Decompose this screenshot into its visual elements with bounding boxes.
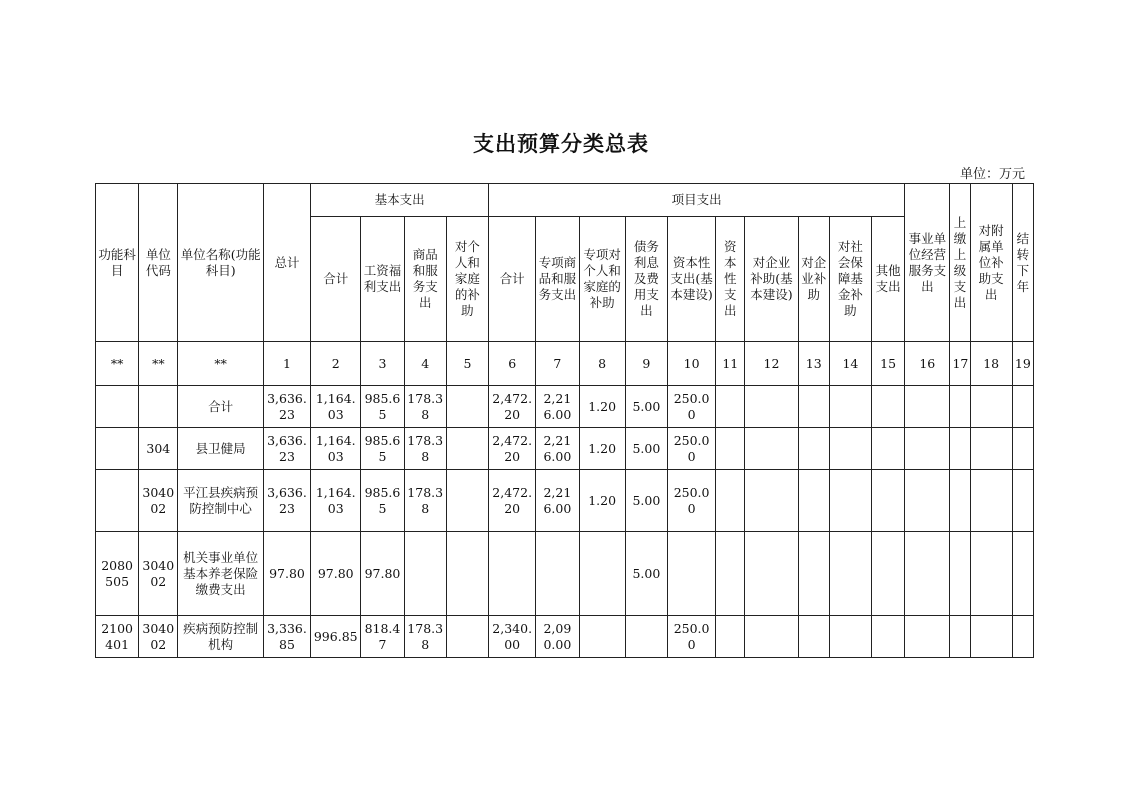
table-row xyxy=(96,428,1034,470)
cell-other xyxy=(872,386,905,428)
cell-indiv xyxy=(446,616,488,658)
header-subordinate-subsidy: 对附属单位补助支出 xyxy=(970,184,1012,342)
cell-func xyxy=(96,428,139,470)
cell-func: 2080505 xyxy=(96,532,139,616)
cell-total: 3,636.23 xyxy=(263,428,310,470)
cell-total: 97.80 xyxy=(263,532,310,616)
cell-business xyxy=(905,470,950,532)
cell-proj-indiv xyxy=(579,616,625,658)
header-salary: 工资福利支出 xyxy=(361,217,404,342)
cell-carry xyxy=(1012,428,1033,470)
cell-business xyxy=(905,386,950,428)
cell-cap xyxy=(716,532,745,616)
cell-salary: 985.65 xyxy=(361,386,404,428)
cell-business xyxy=(905,532,950,616)
index-cell: 19 xyxy=(1012,342,1033,386)
cell-ent-basic xyxy=(745,386,798,428)
index-cell: ** xyxy=(96,342,139,386)
cell-ent-basic xyxy=(745,470,798,532)
cell-cap-basic xyxy=(667,532,715,616)
cell-social xyxy=(829,428,871,470)
header-project-individual: 专项对个人和家庭的补助 xyxy=(579,217,625,342)
cell-proj-indiv: 1.20 xyxy=(579,470,625,532)
cell-cap-basic: 250.00 xyxy=(667,386,715,428)
cell-proj-total xyxy=(489,532,536,616)
cell-proj-goods: 2,216.00 xyxy=(536,386,579,428)
table-row xyxy=(96,616,1034,658)
header-project-group: 项目支出 xyxy=(489,184,905,217)
header-enterprise: 对企业补助 xyxy=(798,217,829,342)
cell-cap xyxy=(716,428,745,470)
cell-proj-goods: 2,090.00 xyxy=(536,616,579,658)
cell-debt: 5.00 xyxy=(625,428,667,470)
cell-salary: 97.80 xyxy=(361,532,404,616)
cell-ent xyxy=(798,616,829,658)
header-basic-total: 合计 xyxy=(311,217,361,342)
cell-sub xyxy=(970,470,1012,532)
cell-basic-total: 1,164.03 xyxy=(311,428,361,470)
cell-carry xyxy=(1012,386,1033,428)
cell-basic-total: 97.80 xyxy=(311,532,361,616)
cell-salary: 985.65 xyxy=(361,428,404,470)
cell-goods: 178.38 xyxy=(404,428,446,470)
index-cell: 4 xyxy=(404,342,446,386)
cell-goods: 178.38 xyxy=(404,386,446,428)
table-row xyxy=(96,470,1034,532)
cell-social xyxy=(829,470,871,532)
header-basic-group: 基本支出 xyxy=(311,184,489,217)
index-cell: 11 xyxy=(716,342,745,386)
index-cell: 18 xyxy=(970,342,1012,386)
cell-code: 304 xyxy=(139,428,178,470)
cell-carry xyxy=(1012,470,1033,532)
cell-total: 3,636.23 xyxy=(263,386,310,428)
index-cell: 6 xyxy=(489,342,536,386)
index-cell: 15 xyxy=(872,342,905,386)
header-subsidy-individual: 对个人和家庭的补助 xyxy=(446,217,488,342)
index-cell: 16 xyxy=(905,342,950,386)
cell-carry xyxy=(1012,616,1033,658)
cell-goods xyxy=(404,532,446,616)
cell-debt: 5.00 xyxy=(625,532,667,616)
cell-proj-goods: 2,216.00 xyxy=(536,470,579,532)
cell-basic-total: 1,164.03 xyxy=(311,386,361,428)
header-debt-interest: 债务利息及费用支出 xyxy=(625,217,667,342)
cell-func xyxy=(96,470,139,532)
header-business-service: 事业单位经营服务支出 xyxy=(905,184,950,342)
cell-upper xyxy=(950,470,970,532)
cell-cap xyxy=(716,386,745,428)
cell-upper xyxy=(950,532,970,616)
index-cell: 14 xyxy=(829,342,871,386)
cell-name: 疾病预防控制机构 xyxy=(178,616,263,658)
cell-proj-total: 2,340.00 xyxy=(489,616,536,658)
index-cell: 2 xyxy=(311,342,361,386)
header-social-security: 对社会保障基金补助 xyxy=(829,217,871,342)
index-cell: 1 xyxy=(263,342,310,386)
cell-ent xyxy=(798,386,829,428)
cell-cap-basic: 250.00 xyxy=(667,616,715,658)
index-cell: 13 xyxy=(798,342,829,386)
cell-ent-basic xyxy=(745,532,798,616)
cell-cap xyxy=(716,616,745,658)
header-total: 总计 xyxy=(263,184,310,342)
cell-other xyxy=(872,428,905,470)
cell-debt: 5.00 xyxy=(625,470,667,532)
cell-code: 304002 xyxy=(139,616,178,658)
cell-upper xyxy=(950,386,970,428)
cell-func xyxy=(96,386,139,428)
index-cell: ** xyxy=(178,342,263,386)
header-func-subject: 功能科目 xyxy=(96,184,139,342)
header-project-total: 合计 xyxy=(489,217,536,342)
header-unit-code: 单位代码 xyxy=(139,184,178,342)
cell-ent-basic xyxy=(745,428,798,470)
index-cell: ** xyxy=(139,342,178,386)
cell-sub xyxy=(970,386,1012,428)
cell-cap-basic: 250.00 xyxy=(667,470,715,532)
cell-name: 机关事业单位基本养老保险缴费支出 xyxy=(178,532,263,616)
cell-sub xyxy=(970,428,1012,470)
cell-proj-goods: 2,216.00 xyxy=(536,428,579,470)
cell-upper xyxy=(950,428,970,470)
index-cell: 3 xyxy=(361,342,404,386)
cell-sub xyxy=(970,532,1012,616)
cell-func: 2100401 xyxy=(96,616,139,658)
cell-social xyxy=(829,386,871,428)
cell-name: 平江县疾病预防控制中心 xyxy=(178,470,263,532)
index-cell: 17 xyxy=(950,342,970,386)
cell-code xyxy=(139,386,178,428)
header-carryover: 结转下年 xyxy=(1012,184,1033,342)
index-cell: 10 xyxy=(667,342,715,386)
cell-goods: 178.38 xyxy=(404,470,446,532)
cell-other xyxy=(872,532,905,616)
cell-salary: 818.47 xyxy=(361,616,404,658)
cell-indiv xyxy=(446,386,488,428)
cell-goods: 178.38 xyxy=(404,616,446,658)
cell-social xyxy=(829,532,871,616)
header-goods-services: 商品和服务支出 xyxy=(404,217,446,342)
table-body xyxy=(96,342,1034,658)
cell-total: 3,636.23 xyxy=(263,470,310,532)
cell-other xyxy=(872,470,905,532)
cell-proj-total: 2,472.20 xyxy=(489,470,536,532)
header-capital: 资本性支出 xyxy=(716,217,745,342)
cell-carry xyxy=(1012,532,1033,616)
header-upper-payment: 上缴上级支出 xyxy=(950,184,970,342)
cell-code: 304002 xyxy=(139,470,178,532)
cell-proj-total: 2,472.20 xyxy=(489,386,536,428)
index-cell: 5 xyxy=(446,342,488,386)
cell-debt xyxy=(625,616,667,658)
cell-name: 合计 xyxy=(178,386,263,428)
cell-indiv xyxy=(446,532,488,616)
cell-indiv xyxy=(446,428,488,470)
header-other: 其他支出 xyxy=(872,217,905,342)
cell-ent xyxy=(798,532,829,616)
index-cell: 9 xyxy=(625,342,667,386)
cell-code: 304002 xyxy=(139,532,178,616)
cell-ent xyxy=(798,428,829,470)
header-project-goods: 专项商品和服务支出 xyxy=(536,217,579,342)
cell-indiv xyxy=(446,470,488,532)
cell-proj-indiv: 1.20 xyxy=(579,428,625,470)
cell-social xyxy=(829,616,871,658)
cell-cap-basic: 250.00 xyxy=(667,428,715,470)
cell-basic-total: 1,164.03 xyxy=(311,470,361,532)
index-cell: 7 xyxy=(536,342,579,386)
cell-ent-basic xyxy=(745,616,798,658)
header-capital-basic: 资本性支出(基本建设) xyxy=(667,217,715,342)
page-title: 支出预算分类总表 xyxy=(473,131,649,156)
table-row xyxy=(96,532,1034,616)
unit-label: 单位：万元 xyxy=(959,167,1025,182)
cell-proj-goods xyxy=(536,532,579,616)
cell-business xyxy=(905,428,950,470)
table-row xyxy=(96,386,1034,428)
cell-ent xyxy=(798,470,829,532)
cell-other xyxy=(872,616,905,658)
index-cell: 12 xyxy=(745,342,798,386)
cell-total: 3,336.85 xyxy=(263,616,310,658)
index-cell: 8 xyxy=(579,342,625,386)
cell-debt: 5.00 xyxy=(625,386,667,428)
cell-name: 县卫健局 xyxy=(178,428,263,470)
cell-proj-total: 2,472.20 xyxy=(489,428,536,470)
index-row xyxy=(96,342,1034,386)
cell-basic-total: 996.85 xyxy=(311,616,361,658)
cell-proj-indiv xyxy=(579,532,625,616)
cell-upper xyxy=(950,616,970,658)
header-unit-name: 单位名称(功能科目) xyxy=(178,184,263,342)
cell-sub xyxy=(970,616,1012,658)
cell-proj-indiv: 1.20 xyxy=(579,386,625,428)
header-enterprise-basic: 对企业补助(基本建设) xyxy=(745,217,798,342)
cell-salary: 985.65 xyxy=(361,470,404,532)
cell-business xyxy=(905,616,950,658)
cell-cap xyxy=(716,470,745,532)
budget-table xyxy=(95,183,1034,658)
